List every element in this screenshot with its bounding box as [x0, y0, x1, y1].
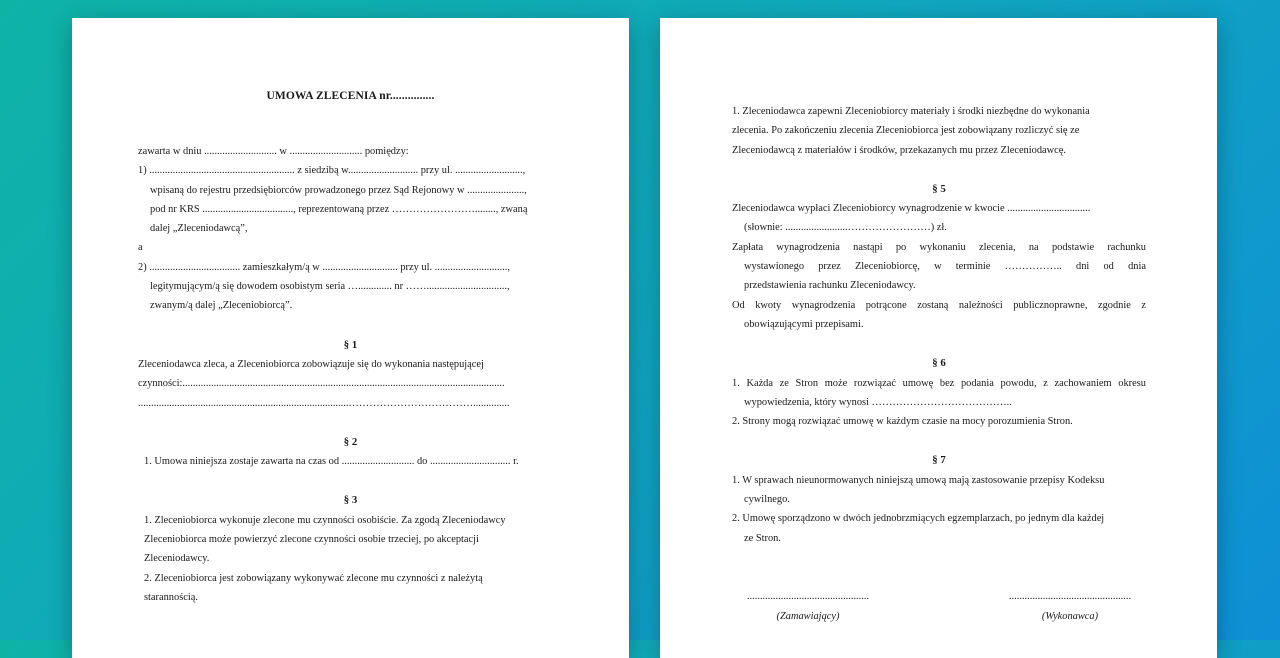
- paragraph-line: Zapłata wynagrodzenia nastąpi po wykonaniu zlecenia, na podstawie rachunku: [732, 241, 1146, 253]
- paragraph-line: Zleceniodawca wypłaci Zleceniobiorcy wynagrodzenie w kwocie ................................: [732, 203, 1091, 215]
- intro-line: zawarta w dniu ............................ w ............................ pomiędzy:: [138, 146, 409, 157]
- paragraph-line: (słownie: ........................……………………) zł.: [744, 222, 947, 234]
- party2-line: legitymującym/ą się dowodem osobistym seria …............. nr ……...............................,: [150, 281, 510, 293]
- paragraph-line: 2. Strony mogą rozwiązać umowę w każdym czasie na mocy porozumienia Stron.: [732, 416, 1073, 428]
- section-heading: § 2: [343, 435, 358, 448]
- contract-page-1: [72, 18, 629, 658]
- paragraph-line: wystawionego przez Zleceniobiorcę, w terminie …………….. dni od dnia: [744, 261, 1146, 273]
- paragraph-line: cywilnego.: [744, 494, 790, 506]
- section-heading: § 3: [343, 494, 358, 507]
- paragraph-line: Zleceniodawca zleca, a Zleceniobiorca zobowiązuje się do wykonania następującej: [138, 358, 484, 370]
- signature-client: [732, 588, 884, 626]
- section-heading: § 7: [932, 454, 946, 467]
- paragraph-line: Zleceniodawcy.: [144, 553, 210, 565]
- section-heading: § 1: [343, 338, 358, 351]
- contract-page-2: [660, 18, 1217, 658]
- signature-line: ...............................................: [746, 591, 870, 602]
- paragraph-line: 1. Każda ze Stron może rozwiązać umowę bez podania powodu, z zachowaniem okresu: [732, 377, 1146, 389]
- paragraph-line: .................................................................................………………………………..............: [138, 397, 510, 409]
- parties-section: [138, 142, 563, 607]
- party1-line: wpisaną do rejestru przedsiębiorców prowadzonego przez Sąd Rejonowy w ......................,: [150, 184, 527, 196]
- paragraph-line: Od kwoty wynagrodzenia potrącone zostaną należności publicznoprawne, zgodnie z: [732, 299, 1146, 311]
- paragraph-line: ze Stron.: [744, 532, 781, 544]
- signature-role: (Wykonawca): [1041, 611, 1099, 622]
- paragraph-line: czynności:............................................................................................................................: [138, 378, 505, 390]
- section-heading: § 5: [932, 182, 946, 195]
- conjunction-and: a: [138, 242, 143, 254]
- party1-line: dalej „Zleceniodawcą”,: [150, 223, 248, 235]
- party1-line: 1) ........................................................ z siedzibą w........................... przy ul. ..........................,: [138, 165, 526, 177]
- party2-line: zwanym/ą dalej „Zleceniobiorcą”.: [150, 300, 293, 312]
- paragraph-line: Zleceniobiorca może powierzyć zlecone czynności osobie trzeciej, po akceptacji: [144, 534, 479, 546]
- paragraph-line: 1. Zleceniodawca zapewni Zleceniobiorcy materiały i środki niezbędne do wykonania: [732, 106, 1090, 117]
- paragraph-line: 2. Umowę sporządzono w dwóch jednobrzmiących egzemplarzach, po jednym dla każdej: [732, 513, 1105, 525]
- paragraph-line: Zleceniodawcą z materiałów i środków, przekazanych mu przez Zleceniodawcę.: [732, 144, 1066, 156]
- paragraph-line: 1. Umowa niniejsza zostaje zawarta na czas od ............................ do ............................... r.: [144, 456, 519, 468]
- document-title: UMOWA ZLECENIA nr...............: [266, 90, 435, 102]
- paragraph-line: obowiązującymi przepisami.: [744, 318, 864, 330]
- clauses-section: [732, 102, 1146, 548]
- paragraph-line: 1. W sprawach nieunormowanych niniejszą umową mają zastosowanie przepisy Kodeksu: [732, 474, 1105, 486]
- party2-line: 2) ................................... zamieszkałym/ą w ............................. przy ul. ............................,: [138, 261, 510, 273]
- signature-contractor: [994, 588, 1146, 626]
- paragraph-line: 1. Zleceniobiorca wykonuje zlecone mu czynności osobiście. Za zgodą Zleceniodawcy: [144, 514, 506, 526]
- paragraph-line: wypowiedzenia, który wynosi …………………………………..: [744, 396, 1012, 408]
- paragraph-line: zlecenia. Po zakończeniu zlecenia Zleceniobiorca jest zobowiązany rozliczyć się ze: [732, 125, 1080, 137]
- signature-line: ...............................................: [1008, 591, 1132, 602]
- section-heading: § 6: [932, 357, 946, 370]
- signature-role: (Zamawiający): [776, 611, 840, 622]
- paragraph-line: przedstawienia rachunku Zleceniodawcy.: [744, 280, 916, 292]
- paragraph-line: 2. Zleceniobiorca jest zobowiązany wykonywać zlecone mu czynności z należytą: [144, 572, 483, 584]
- paragraph-line: starannością.: [144, 591, 198, 603]
- party1-line: pod nr KRS ..................................., reprezentowaną przez ……………………........, zwaną: [150, 203, 528, 215]
